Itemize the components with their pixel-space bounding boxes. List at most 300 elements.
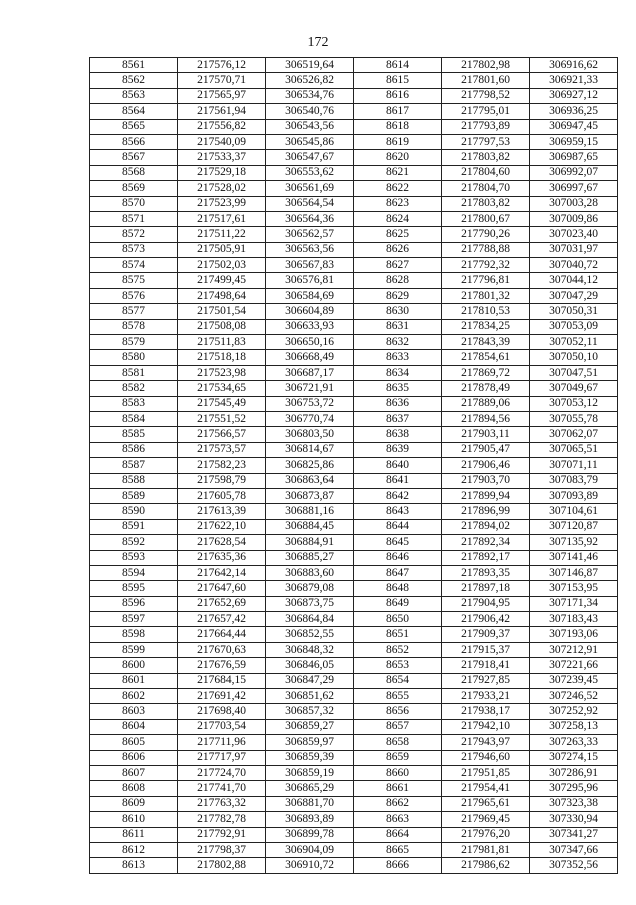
table-row: [90, 458, 618, 473]
x-coordinate-left: 217566,57: [178, 427, 266, 442]
x-coordinate-right: 217969,45: [442, 812, 530, 827]
x-coordinate-left: 217605,78: [178, 488, 266, 503]
x-coordinate-right: 217796,81: [442, 273, 530, 288]
x-coordinate-left: 217798,37: [178, 842, 266, 857]
x-coordinate-right: 217801,60: [442, 73, 530, 88]
x-coordinate-left: 217642,14: [178, 565, 266, 580]
y-coordinate-right: 307171,34: [530, 596, 618, 611]
y-coordinate-right: 307040,72: [530, 258, 618, 273]
x-coordinate-left: 217711,96: [178, 735, 266, 750]
y-coordinate-right: 307009,86: [530, 211, 618, 226]
y-coordinate-left: 306553,62: [266, 165, 354, 180]
point-number-left: 8610: [90, 812, 178, 827]
point-number-right: 8641: [354, 473, 442, 488]
x-coordinate-left: 217499,45: [178, 273, 266, 288]
point-number-right: 8632: [354, 335, 442, 350]
point-number-right: 8642: [354, 488, 442, 503]
table-row: [90, 165, 618, 180]
point-number-right: 8637: [354, 411, 442, 426]
x-coordinate-left: 217533,37: [178, 150, 266, 165]
table-row: [90, 565, 618, 580]
table-row: [90, 427, 618, 442]
y-coordinate-right: 307083,79: [530, 473, 618, 488]
y-coordinate-right: 307055,78: [530, 411, 618, 426]
y-coordinate-left: 306881,70: [266, 796, 354, 811]
point-number-left: 8585: [90, 427, 178, 442]
x-coordinate-right: 217905,47: [442, 442, 530, 457]
x-coordinate-right: 217792,32: [442, 258, 530, 273]
x-coordinate-right: 217906,46: [442, 458, 530, 473]
x-coordinate-left: 217635,36: [178, 550, 266, 565]
point-number-left: 8568: [90, 165, 178, 180]
x-coordinate-right: 217798,52: [442, 88, 530, 103]
point-number-left: 8577: [90, 304, 178, 319]
table-row: [90, 381, 618, 396]
x-coordinate-left: 217703,54: [178, 719, 266, 734]
y-coordinate-right: 307050,31: [530, 304, 618, 319]
x-coordinate-right: 217909,37: [442, 627, 530, 642]
table-row: [90, 719, 618, 734]
x-coordinate-right: 217797,53: [442, 134, 530, 149]
point-number-left: 8583: [90, 396, 178, 411]
x-coordinate-right: 217801,32: [442, 288, 530, 303]
table-row: [90, 258, 618, 273]
x-coordinate-right: 217810,53: [442, 304, 530, 319]
point-number-right: 8652: [354, 642, 442, 657]
x-coordinate-left: 217511,83: [178, 335, 266, 350]
x-coordinate-left: 217545,49: [178, 396, 266, 411]
y-coordinate-left: 306567,83: [266, 258, 354, 273]
point-number-left: 8606: [90, 750, 178, 765]
table-row: [90, 227, 618, 242]
point-number-left: 8570: [90, 196, 178, 211]
point-number-left: 8601: [90, 673, 178, 688]
point-number-right: 8636: [354, 396, 442, 411]
point-number-left: 8588: [90, 473, 178, 488]
table-row: [90, 673, 618, 688]
y-coordinate-left: 306865,29: [266, 781, 354, 796]
point-number-right: 8661: [354, 781, 442, 796]
y-coordinate-right: 307286,91: [530, 765, 618, 780]
x-coordinate-left: 217518,18: [178, 350, 266, 365]
point-number-left: 8590: [90, 504, 178, 519]
y-coordinate-left: 306526,82: [266, 73, 354, 88]
y-coordinate-left: 306857,32: [266, 704, 354, 719]
x-coordinate-left: 217523,99: [178, 196, 266, 211]
y-coordinate-left: 306770,74: [266, 411, 354, 426]
x-coordinate-right: 217896,99: [442, 504, 530, 519]
table-row: [90, 519, 618, 534]
point-number-right: 8662: [354, 796, 442, 811]
point-number-right: 8646: [354, 550, 442, 565]
x-coordinate-left: 217501,54: [178, 304, 266, 319]
x-coordinate-right: 217938,17: [442, 704, 530, 719]
x-coordinate-right: 217986,62: [442, 858, 530, 873]
y-coordinate-left: 306564,36: [266, 211, 354, 226]
y-coordinate-right: 307071,11: [530, 458, 618, 473]
x-coordinate-left: 217664,44: [178, 627, 266, 642]
y-coordinate-left: 306825,86: [266, 458, 354, 473]
point-number-right: 8617: [354, 104, 442, 119]
y-coordinate-left: 306564,54: [266, 196, 354, 211]
point-number-right: 8621: [354, 165, 442, 180]
y-coordinate-right: 307141,46: [530, 550, 618, 565]
x-coordinate-right: 217906,42: [442, 612, 530, 627]
point-number-left: 8579: [90, 335, 178, 350]
y-coordinate-right: 306997,67: [530, 181, 618, 196]
y-coordinate-right: 306992,07: [530, 165, 618, 180]
point-number-left: 8587: [90, 458, 178, 473]
y-coordinate-left: 306893,89: [266, 812, 354, 827]
y-coordinate-left: 306859,27: [266, 719, 354, 734]
coordinates-table-body: [90, 58, 618, 874]
y-coordinate-right: 307183,43: [530, 612, 618, 627]
x-coordinate-right: 217878,49: [442, 381, 530, 396]
point-number-left: 8597: [90, 612, 178, 627]
point-number-left: 8591: [90, 519, 178, 534]
x-coordinate-left: 217523,98: [178, 365, 266, 380]
point-number-left: 8581: [90, 365, 178, 380]
point-number-right: 8623: [354, 196, 442, 211]
x-coordinate-right: 217834,25: [442, 319, 530, 334]
x-coordinate-right: 217965,61: [442, 796, 530, 811]
x-coordinate-left: 217511,22: [178, 227, 266, 242]
y-coordinate-right: 307047,51: [530, 365, 618, 380]
point-number-right: 8653: [354, 658, 442, 673]
y-coordinate-right: 307274,15: [530, 750, 618, 765]
x-coordinate-left: 217657,42: [178, 612, 266, 627]
y-coordinate-left: 306814,67: [266, 442, 354, 457]
y-coordinate-left: 306803,50: [266, 427, 354, 442]
x-coordinate-left: 217698,40: [178, 704, 266, 719]
point-number-right: 8634: [354, 365, 442, 380]
point-number-left: 8595: [90, 581, 178, 596]
point-number-right: 8659: [354, 750, 442, 765]
y-coordinate-right: 307153,95: [530, 581, 618, 596]
y-coordinate-left: 306584,69: [266, 288, 354, 303]
point-number-left: 8598: [90, 627, 178, 642]
x-coordinate-right: 217843,39: [442, 335, 530, 350]
y-coordinate-right: 307330,94: [530, 812, 618, 827]
y-coordinate-right: 307135,92: [530, 535, 618, 550]
y-coordinate-right: 307049,67: [530, 381, 618, 396]
table-row: [90, 842, 618, 857]
x-coordinate-left: 217502,03: [178, 258, 266, 273]
point-number-right: 8638: [354, 427, 442, 442]
y-coordinate-left: 306885,27: [266, 550, 354, 565]
point-number-left: 8613: [90, 858, 178, 873]
x-coordinate-left: 217565,97: [178, 88, 266, 103]
point-number-left: 8596: [90, 596, 178, 611]
x-coordinate-left: 217582,23: [178, 458, 266, 473]
x-coordinate-left: 217676,59: [178, 658, 266, 673]
x-coordinate-left: 217528,02: [178, 181, 266, 196]
table-row: [90, 134, 618, 149]
point-number-right: 8619: [354, 134, 442, 149]
coordinates-table: [89, 57, 618, 874]
y-coordinate-left: 306904,09: [266, 842, 354, 857]
y-coordinate-left: 306562,57: [266, 227, 354, 242]
point-number-right: 8616: [354, 88, 442, 103]
point-number-left: 8586: [90, 442, 178, 457]
point-number-left: 8607: [90, 765, 178, 780]
y-coordinate-right: 307221,66: [530, 658, 618, 673]
x-coordinate-left: 217561,94: [178, 104, 266, 119]
x-coordinate-right: 217795,01: [442, 104, 530, 119]
x-coordinate-left: 217498,64: [178, 288, 266, 303]
table-row: [90, 581, 618, 596]
x-coordinate-right: 217899,94: [442, 488, 530, 503]
y-coordinate-right: 307093,89: [530, 488, 618, 503]
x-coordinate-left: 217556,82: [178, 119, 266, 134]
y-coordinate-left: 306545,86: [266, 134, 354, 149]
point-number-left: 8609: [90, 796, 178, 811]
x-coordinate-right: 217981,81: [442, 842, 530, 857]
y-coordinate-left: 306863,64: [266, 473, 354, 488]
y-coordinate-left: 306540,76: [266, 104, 354, 119]
y-coordinate-left: 306859,19: [266, 765, 354, 780]
x-coordinate-left: 217573,57: [178, 442, 266, 457]
x-coordinate-right: 217893,35: [442, 565, 530, 580]
point-number-left: 8575: [90, 273, 178, 288]
table-row: [90, 335, 618, 350]
table-row: [90, 211, 618, 226]
y-coordinate-right: 307341,27: [530, 827, 618, 842]
point-number-right: 8660: [354, 765, 442, 780]
table-row: [90, 550, 618, 565]
point-number-left: 8573: [90, 242, 178, 257]
table-row: [90, 288, 618, 303]
y-coordinate-right: 307050,10: [530, 350, 618, 365]
table-row: [90, 627, 618, 642]
y-coordinate-right: 307252,92: [530, 704, 618, 719]
y-coordinate-left: 306687,17: [266, 365, 354, 380]
y-coordinate-left: 306859,39: [266, 750, 354, 765]
x-coordinate-left: 217717,97: [178, 750, 266, 765]
table-row: [90, 488, 618, 503]
y-coordinate-left: 306604,89: [266, 304, 354, 319]
point-number-right: 8651: [354, 627, 442, 642]
y-coordinate-right: 307352,56: [530, 858, 618, 873]
point-number-left: 8604: [90, 719, 178, 734]
point-number-right: 8615: [354, 73, 442, 88]
point-number-right: 8663: [354, 812, 442, 827]
point-number-right: 8627: [354, 258, 442, 273]
y-coordinate-left: 306519,64: [266, 58, 354, 73]
x-coordinate-left: 217540,09: [178, 134, 266, 149]
x-coordinate-right: 217897,18: [442, 581, 530, 596]
y-coordinate-right: 307323,38: [530, 796, 618, 811]
y-coordinate-right: 307104,61: [530, 504, 618, 519]
y-coordinate-left: 306883,60: [266, 565, 354, 580]
x-coordinate-right: 217803,82: [442, 150, 530, 165]
y-coordinate-left: 306899,78: [266, 827, 354, 842]
point-number-left: 8566: [90, 134, 178, 149]
y-coordinate-right: 307239,45: [530, 673, 618, 688]
y-coordinate-left: 306881,16: [266, 504, 354, 519]
table-row: [90, 612, 618, 627]
point-number-right: 8654: [354, 673, 442, 688]
x-coordinate-right: 217915,37: [442, 642, 530, 657]
y-coordinate-right: 306916,62: [530, 58, 618, 73]
x-coordinate-right: 217793,89: [442, 119, 530, 134]
y-coordinate-left: 306721,91: [266, 381, 354, 396]
x-coordinate-right: 217943,97: [442, 735, 530, 750]
x-coordinate-left: 217534,65: [178, 381, 266, 396]
x-coordinate-left: 217782,78: [178, 812, 266, 827]
table-row: [90, 858, 618, 873]
table-row: [90, 827, 618, 842]
point-number-right: 8630: [354, 304, 442, 319]
y-coordinate-right: 306947,45: [530, 119, 618, 134]
point-number-left: 8576: [90, 288, 178, 303]
point-number-left: 8589: [90, 488, 178, 503]
table-row: [90, 735, 618, 750]
point-number-left: 8574: [90, 258, 178, 273]
point-number-left: 8593: [90, 550, 178, 565]
y-coordinate-left: 306547,67: [266, 150, 354, 165]
y-coordinate-left: 306543,56: [266, 119, 354, 134]
x-coordinate-left: 217505,91: [178, 242, 266, 257]
x-coordinate-right: 217889,06: [442, 396, 530, 411]
y-coordinate-right: 307263,33: [530, 735, 618, 750]
table-row: [90, 181, 618, 196]
point-number-right: 8625: [354, 227, 442, 242]
point-number-left: 8580: [90, 350, 178, 365]
table-row: [90, 119, 618, 134]
point-number-left: 8612: [90, 842, 178, 857]
x-coordinate-left: 217628,54: [178, 535, 266, 550]
y-coordinate-left: 306859,97: [266, 735, 354, 750]
y-coordinate-right: 307053,09: [530, 319, 618, 334]
table-row: [90, 642, 618, 657]
x-coordinate-left: 217570,71: [178, 73, 266, 88]
y-coordinate-right: 307347,66: [530, 842, 618, 857]
table-row: [90, 504, 618, 519]
table-row: [90, 812, 618, 827]
y-coordinate-right: 307044,12: [530, 273, 618, 288]
point-number-left: 8594: [90, 565, 178, 580]
x-coordinate-right: 217903,11: [442, 427, 530, 442]
x-coordinate-right: 217951,85: [442, 765, 530, 780]
point-number-right: 8618: [354, 119, 442, 134]
point-number-right: 8658: [354, 735, 442, 750]
y-coordinate-left: 306576,81: [266, 273, 354, 288]
y-coordinate-right: 307062,07: [530, 427, 618, 442]
y-coordinate-right: 306959,15: [530, 134, 618, 149]
y-coordinate-right: 307047,29: [530, 288, 618, 303]
x-coordinate-left: 217576,12: [178, 58, 266, 73]
point-number-left: 8569: [90, 181, 178, 196]
table-row: [90, 473, 618, 488]
x-coordinate-right: 217976,20: [442, 827, 530, 842]
table-row: [90, 796, 618, 811]
table-row: [90, 104, 618, 119]
page-number: 172: [307, 35, 329, 50]
x-coordinate-left: 217529,18: [178, 165, 266, 180]
x-coordinate-left: 217724,70: [178, 765, 266, 780]
point-number-left: 8564: [90, 104, 178, 119]
x-coordinate-left: 217684,15: [178, 673, 266, 688]
y-coordinate-right: 307023,40: [530, 227, 618, 242]
x-coordinate-left: 217670,63: [178, 642, 266, 657]
point-number-right: 8639: [354, 442, 442, 457]
point-number-left: 8584: [90, 411, 178, 426]
x-coordinate-right: 217788,88: [442, 242, 530, 257]
x-coordinate-right: 217933,21: [442, 689, 530, 704]
table-row: [90, 150, 618, 165]
y-coordinate-left: 306534,76: [266, 88, 354, 103]
y-coordinate-right: 307246,52: [530, 689, 618, 704]
point-number-left: 8603: [90, 704, 178, 719]
point-number-right: 8645: [354, 535, 442, 550]
x-coordinate-left: 217613,39: [178, 504, 266, 519]
y-coordinate-left: 306879,08: [266, 581, 354, 596]
point-number-right: 8629: [354, 288, 442, 303]
table-row: [90, 658, 618, 673]
x-coordinate-right: 217804,70: [442, 181, 530, 196]
point-number-right: 8626: [354, 242, 442, 257]
x-coordinate-right: 217942,10: [442, 719, 530, 734]
point-number-right: 8648: [354, 581, 442, 596]
point-number-left: 8571: [90, 211, 178, 226]
table-row: [90, 73, 618, 88]
x-coordinate-left: 217802,88: [178, 858, 266, 873]
x-coordinate-left: 217652,69: [178, 596, 266, 611]
point-number-right: 8633: [354, 350, 442, 365]
y-coordinate-right: 307065,51: [530, 442, 618, 457]
table-row: [90, 596, 618, 611]
y-coordinate-right: 307295,96: [530, 781, 618, 796]
point-number-right: 8628: [354, 273, 442, 288]
x-coordinate-left: 217763,32: [178, 796, 266, 811]
x-coordinate-right: 217854,61: [442, 350, 530, 365]
x-coordinate-left: 217622,10: [178, 519, 266, 534]
point-number-left: 8600: [90, 658, 178, 673]
point-number-left: 8582: [90, 381, 178, 396]
y-coordinate-left: 306851,62: [266, 689, 354, 704]
point-number-left: 8611: [90, 827, 178, 842]
table-row: [90, 88, 618, 103]
point-number-left: 8599: [90, 642, 178, 657]
point-number-right: 8635: [354, 381, 442, 396]
x-coordinate-left: 217792,91: [178, 827, 266, 842]
table-row: [90, 411, 618, 426]
y-coordinate-left: 306873,87: [266, 488, 354, 503]
point-number-left: 8563: [90, 88, 178, 103]
point-number-left: 8572: [90, 227, 178, 242]
x-coordinate-right: 217869,72: [442, 365, 530, 380]
table-row: [90, 535, 618, 550]
x-coordinate-right: 217927,85: [442, 673, 530, 688]
point-number-right: 8622: [354, 181, 442, 196]
x-coordinate-left: 217741,70: [178, 781, 266, 796]
x-coordinate-right: 217918,41: [442, 658, 530, 673]
x-coordinate-left: 217508,08: [178, 319, 266, 334]
point-number-right: 8647: [354, 565, 442, 580]
table-row: [90, 242, 618, 257]
table-row: [90, 273, 618, 288]
point-number-right: 8650: [354, 612, 442, 627]
y-coordinate-right: 306936,25: [530, 104, 618, 119]
table-row: [90, 365, 618, 380]
point-number-right: 8644: [354, 519, 442, 534]
y-coordinate-left: 306852,55: [266, 627, 354, 642]
x-coordinate-right: 217892,34: [442, 535, 530, 550]
x-coordinate-right: 217800,67: [442, 211, 530, 226]
point-number-left: 8565: [90, 119, 178, 134]
x-coordinate-left: 217647,60: [178, 581, 266, 596]
